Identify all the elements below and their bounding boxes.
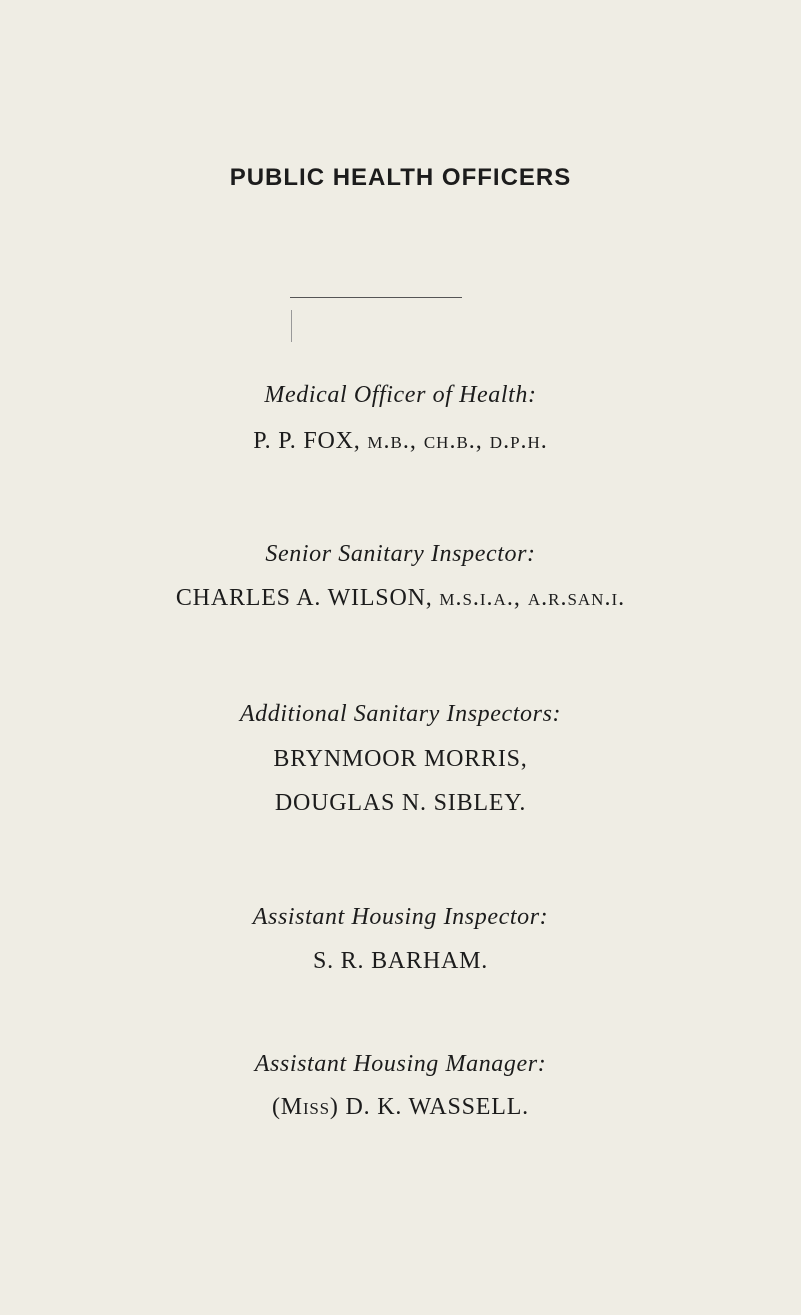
name-assistant-housing-inspector: S. R. BARHAM. — [312, 948, 489, 974]
name-senior-sanitary-inspector — [0, 586, 801, 610]
role-label: Additional Sanitary Inspectors — [239, 701, 553, 727]
role-assistant-housing-inspector — [0, 905, 801, 929]
role-additional-sanitary-inspectors — [0, 702, 801, 726]
role-colon: : — [528, 382, 537, 408]
officer-qualifications: m.s.i.a., a.r.san.i. — [439, 585, 626, 611]
role-label: Medical Officer of Health — [264, 382, 528, 408]
name-assistant-housing-manager — [0, 1095, 801, 1119]
role-label: Senior Sanitary Inspector — [265, 541, 528, 567]
officer-name: P. P. FOX, — [253, 428, 361, 454]
role-label: Assistant Housing Inspector — [252, 904, 540, 930]
role-label: Assistant Housing Manager — [254, 1051, 538, 1077]
name-additional-inspector-1: BRYNMOOR MORRIS, — [273, 746, 528, 772]
officer-name: CHARLES A. WILSON, — [175, 585, 433, 611]
role-senior-sanitary-inspector — [0, 542, 801, 566]
role-colon: : — [552, 701, 562, 727]
role-assistant-housing-manager — [0, 1052, 801, 1076]
divider-rule — [290, 297, 462, 298]
role-colon: : — [539, 904, 549, 930]
officer-qualifications: m.b., ch.b., d.p.h. — [367, 428, 548, 454]
page-title: PUBLIC HEALTH OFFICERS — [229, 164, 572, 191]
role-colon: : — [537, 1051, 547, 1077]
name-medical-officer — [0, 429, 801, 453]
margin-tick — [291, 310, 292, 342]
role-colon: : — [527, 541, 536, 567]
name-additional-inspector-2: DOUGLAS N. SIBLEY. — [274, 790, 527, 816]
name-prefix: (Miss) — [272, 1094, 339, 1120]
officer-name: D. K. WASSELL. — [345, 1094, 529, 1120]
role-medical-officer — [0, 383, 801, 407]
